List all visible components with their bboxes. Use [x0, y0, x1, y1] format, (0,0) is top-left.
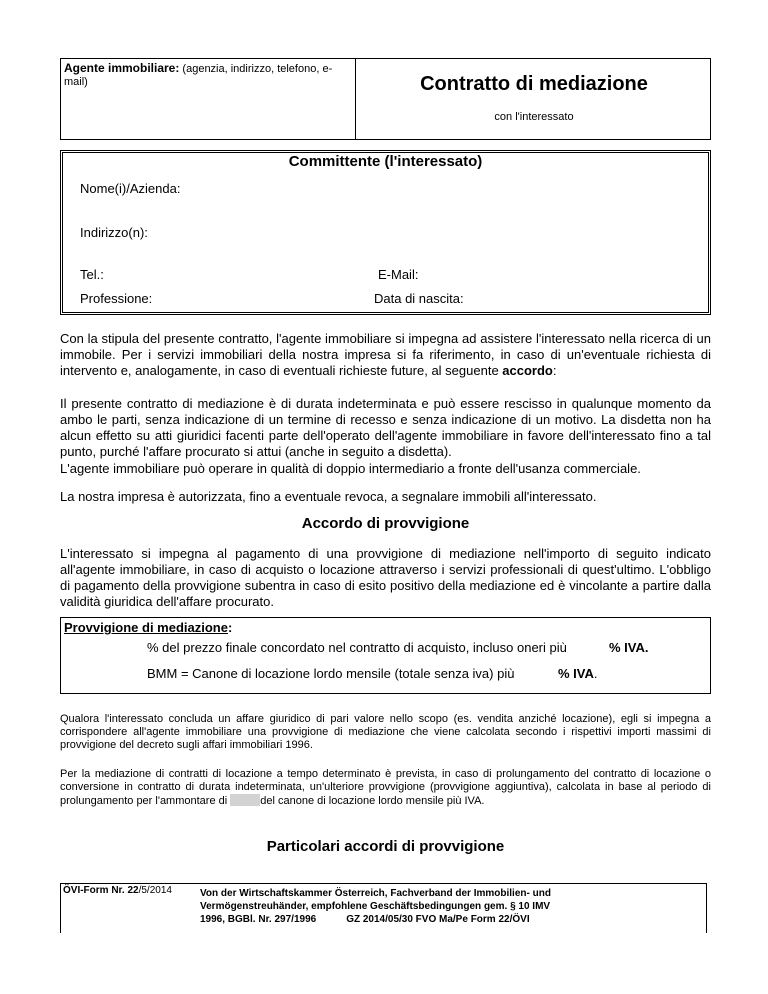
paragraph-equivalent-deal: Qualora l'interessato concluda un affare giuridico di pari valore nello scopo (es. vendita anziché locazione), egli si impegna a corrispondere all'agente immobiliare una provvigione di mediazione che viene calcolata secondo i rispettivi importi massimi di provvigione del decreto sugli affari immobiliari 1996. — [60, 713, 711, 751]
address-field[interactable] — [173, 223, 693, 241]
commission-line-rent-vat — [558, 666, 598, 682]
paragraph-duration: Il presente contratto di mediazione è di durata indeterminata e può essere rescisso in qualunque momento da ambo le parti, senza indicazione di un termine di recesso e senza indicazione di un motivo. La disdetta non ha alcun effetto su atti giuridici facenti parte dell'operato dell'agente immobiliare in favore dell'interessato fino a tal punto, purché l'affare procurato si attui (anche in seguito a disdetta). — [60, 396, 711, 459]
extension-text-start: Per la mediazione di contratti di locazione a tempo determinato è prevista, in caso di prolungamento del contratto di locazione o conversione in contratto di durata indeterminata, un'ulteriore provvigione (provvigione aggiuntiva), calcolata in base al periodo di prolungamento per l'ammontare di — [60, 768, 711, 807]
commission-box-title — [64, 620, 232, 636]
form-number-label: ÖVI-Form Nr. 22 — [63, 885, 139, 896]
paragraph-double-agent: L'agente immobiliare può operare in qualità di doppio intermediario a fronte dell'usanza commerciale. — [60, 461, 641, 476]
rent-vat-field[interactable] — [523, 664, 555, 680]
agent-box[interactable] — [60, 58, 356, 140]
commission-line-rent: BMM = Canone di locazione lordo mensile (totale senza iva) più — [147, 666, 515, 681]
address-label: Indirizzo(n): — [80, 225, 148, 240]
tel-label: Tel.: — [80, 267, 104, 282]
title-box — [355, 58, 711, 140]
commission-box-colon: : — [227, 620, 233, 635]
footer-text — [200, 887, 551, 926]
agent-hint: (agenzia, indirizzo, telefono, e-mail) — [64, 63, 333, 88]
birth-field[interactable] — [478, 289, 693, 307]
commission-line-purchase: % del prezzo finale concordato nel contratto di acquisto, incluso oneri più — [147, 640, 567, 655]
form-date: /5/2014 — [138, 885, 172, 896]
commission-box-title-text: Provvigione di mediazione — [64, 620, 228, 635]
page-title: Contratto di mediazione — [420, 73, 648, 95]
footer-line-3-law: 1996, BGBl. Nr. 297/1996 — [200, 914, 317, 925]
form-number — [63, 885, 172, 896]
commission-heading: Accordo di provvigione — [301, 515, 470, 532]
extension-text-end: del canone di locazione lordo mensile più IVA. — [260, 795, 485, 807]
rent-vat-label: % IVA — [558, 666, 594, 681]
rent-months-field[interactable] — [101, 664, 143, 680]
paragraph-authorization: La nostra impresa è autorizzata, fino a eventuale revoca, a segnalare immobili all'interessato. — [60, 489, 597, 504]
birth-label: Data di nascita: — [374, 291, 464, 306]
name-field[interactable] — [193, 179, 693, 197]
purchase-vat-field[interactable] — [576, 638, 606, 654]
tel-field[interactable] — [118, 265, 358, 283]
commission-line-purchase-vat: % IVA. — [609, 640, 649, 655]
paragraph-extension — [60, 768, 711, 808]
footer-line-3 — [200, 913, 551, 926]
email-field[interactable] — [433, 265, 693, 283]
name-label: Nome(i)/Azienda: — [80, 181, 181, 196]
footer-line-3-ref: GZ 2014/05/30 FVO Ma/Pe Form 22/ÖVI — [346, 914, 530, 925]
paragraph-commission: L'interessato si impegna al pagamento di una provvigione di mediazione nell'importo di seguito indicato all'agente immobiliare, in caso di acquisto o locazione attraverso i servizi professionali di quest'ultimo. L'obbligo di pagamento della provvigione subentra in caso di esito positivo della mediazione ed è vincolante a partire dalla validità giuridica dell'affare procurato. — [60, 546, 711, 609]
rent-vat-period: . — [593, 666, 598, 681]
footer-box — [60, 883, 707, 933]
profession-label: Professione: — [80, 291, 153, 306]
client-box — [60, 150, 711, 315]
agreement-colon: : — [552, 363, 557, 378]
agreement-keyword: accordo — [502, 363, 553, 378]
agent-label: Agente immobiliare: — [64, 61, 180, 75]
extension-amount-field[interactable] — [230, 794, 260, 806]
special-heading: Particolari accordi di provvigione — [266, 838, 505, 855]
footer-line-2: Vermögenstreuhänder, empfohlene Geschäftsbedingungen gem. § 10 IMV — [200, 901, 551, 912]
email-label: E-Mail: — [378, 267, 419, 282]
page-subtitle: con l'interessato — [494, 111, 574, 123]
commission-box — [60, 617, 711, 694]
paragraph-agreement — [60, 331, 711, 379]
profession-field[interactable] — [163, 289, 363, 307]
client-heading: Committente (l'interessato) — [288, 153, 483, 170]
paragraph-agreement-text: Con la stipula del presente contratto, l'agente immobiliare si impegna ad assistere l'interessato nella ricerca di un immobile. Per i servizi immobiliari della nostra impresa si fa riferimento, in caso di un'eventuale richiesta di intervento e, analogamente, in caso di eventuali richieste future, al seguente — [60, 331, 711, 378]
footer-line-1: Von der Wirtschaftskammer Österreich, Fachverband der Immobilien- und — [200, 888, 551, 899]
purchase-percent-field[interactable] — [101, 638, 143, 654]
